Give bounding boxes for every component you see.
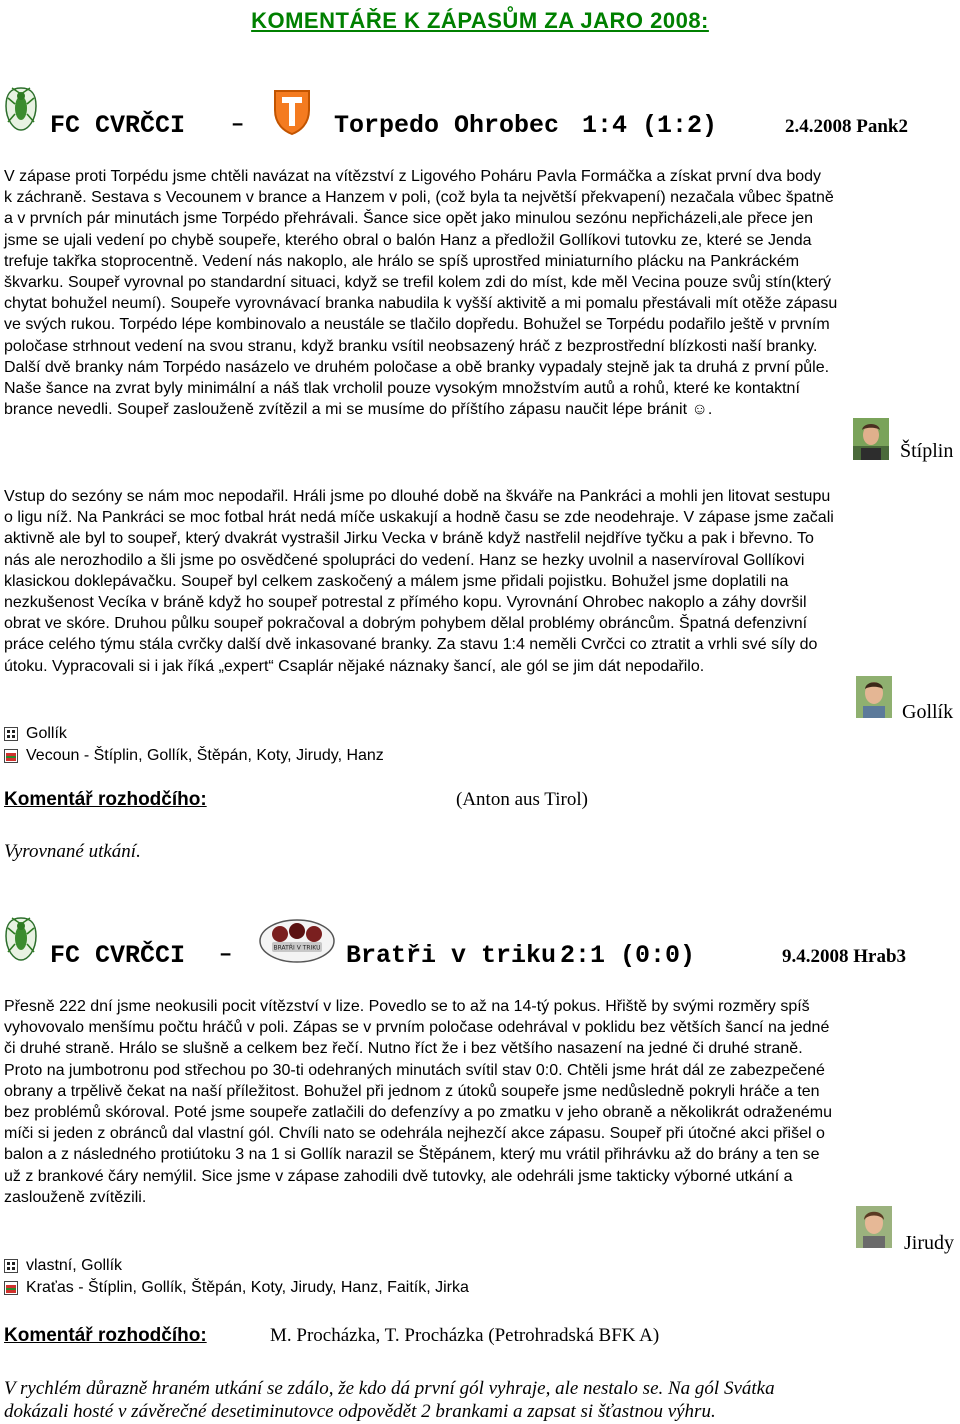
cricket-logo-icon: [4, 86, 38, 132]
report-line: a v prvních pár minutách jsme Torpédo přehrávali. Šance sice opět jako minulou sezónu nepřicházeli,ale přece jen: [4, 210, 814, 228]
jersey-icon: [4, 749, 18, 763]
report-line: vyhovovalo menšímu počtu hráčů v poli. Zápas se v prvním poločase odehrával v poklidu bez větších šancí na jedné: [4, 1019, 830, 1037]
report-line: poločase strhnout vedení na svou stranu, když branku vsítil neobsazený hráč z bezprostřední blízkosti naší branky.: [4, 337, 818, 355]
lineup-text: Vecoun - Štíplin, Gollík, Štěpán, Koty, Jirudy, Hanz: [26, 747, 384, 764]
match2-home-team: FC CVRČCI: [50, 941, 186, 970]
match2-dash: –: [219, 942, 233, 967]
report-line: už z brankové čáry nemýlil. Sice jsme v zápase zahodili dvě tutovky, ale odehráli jsme takticky výborné utkání a: [4, 1167, 793, 1185]
report-line: zaslouženě zvítězili.: [4, 1188, 147, 1206]
report-line: obrat ve skóre. Druhou půlku soupeř pokračoval a dobrým pohybem dělal problémy obráncům. Špatná defenzivní: [4, 615, 808, 633]
report-line: práce celého týmu stála cvrčky další dvě inkasované branky. Za stavu 1:4 neměli Cvrčci co ztratit a vrhli své síly do: [4, 636, 818, 654]
match1-report-author: Štíplin: [900, 440, 954, 462]
match2-referee-comment: [4, 1377, 954, 1423]
torpedo-logo-letter: T: [291, 121, 293, 122]
report-line: či druhé straně. Hrálo se slušně a celkem bez řečí. Nutno říct že i bez většího nasazení na jedné či druhé straně.: [4, 1040, 803, 1058]
ball-icon: [4, 727, 18, 741]
match2-scorers: [4, 1255, 122, 1276]
match1-referee-comment: Vyrovnané utkání.: [4, 841, 141, 862]
report-line: Vstup do sezóny se nám moc nepodařil. Hráli jsme po dlouhé době na škváře na Pankráci a mohli jen litovat sestupu: [4, 488, 831, 505]
report-line: míči si jeden z obránců dal vlastní gól. Chvíli nato se odehrála nejhezčí akce zápasu. Soupeř při útočné akci přišel o: [4, 1125, 825, 1143]
report-line: k záchraně. Sestava s Vecounem v brance a Hanzem v poli, (což byla ta největší překvapení) nezačala vůbec špatně: [4, 189, 834, 207]
report-line: jsme se ujali vedení po chybě soupeře, kterého obral o balón Hanz a předložil Gollíkovi tutovku ze, které se Jenda: [4, 231, 812, 249]
report-line: Naše šance na zvrat byly minimální a náš tlak vrcholil pouze vysokým množstvím autů a rohů, které ke kontaktní: [4, 380, 800, 398]
match2-away-team: Bratři v triku: [346, 941, 557, 970]
lineup-text: Kraťas - Štíplin, Gollík, Štěpán, Koty, Jirudy, Hanz, Faitík, Jirka: [26, 1279, 469, 1296]
match2-referee-label: Komentář rozhodčího:: [4, 1325, 207, 1346]
match1-score: 1:4 (1:2): [582, 111, 718, 140]
match1-home-logo: [4, 86, 38, 137]
match1-referee-label: Komentář rozhodčího:: [4, 789, 207, 810]
bratri-logo-text: BRATŘI V TRIKU: [273, 944, 321, 952]
report-line: obrany a trpělivě čekat na naší příležitost. Bohužel při jednom z útoků soupeře jsme nedůsledně pokryli hráče a ten: [4, 1082, 820, 1100]
report-line: V zápase proti Torpédu jsme chtěli navázat na vítězství z Ligového Poháru Pavla Formáčka a získat první dva body: [4, 168, 822, 185]
cricket-logo-icon: [4, 916, 38, 962]
jersey-icon: [4, 1281, 18, 1295]
match1-dash: –: [231, 112, 245, 137]
report-line: brance nevedli. Soupeř zaslouženě zvítězil a mi se musíme do příštího zápasu naučit lépe bránit ☺.: [4, 401, 713, 419]
torpedo-logo-icon: [272, 88, 312, 136]
referee-comment-line: dokázali hosté v závěrečné desetiminutovce odpovědět 2 brankami a zapsat si šťastnou výhru.: [4, 1401, 716, 1422]
match1-home-team: FC CVRČCI: [50, 111, 186, 140]
report-line: Další dvě branky nám Torpédo nasázelo ve druhém poločase a obě branky vypadaly stejně jak ta druhá z první půle.: [4, 358, 830, 376]
match2-lineup: [4, 1277, 469, 1298]
match2-date: 9.4.2008 Hrab3: [782, 946, 907, 967]
report-line: bez problémů skóroval. Poté jsme soupeře zatlačili do defenzívy a po zmatku v jeho obraně a několikrát odraženému: [4, 1104, 833, 1122]
report-line: útoku. Vypracovali si i jak říká „expert“ Csaplár nějaké náznaky šancí, ale gól se jim dát nepodařilo.: [4, 657, 705, 675]
match1-report: [4, 166, 956, 420]
match1-scorers: [4, 723, 67, 744]
player-photo-icon: [856, 676, 892, 718]
match2-report: [4, 996, 956, 1208]
report-line: balon a z následného protiútoku 3 na 1 si Gollík narazil se Štěpánem, který mu vrátil přihrávku až do brány a ten se: [4, 1146, 820, 1164]
report-line: Proto na jumbotronu pod střechou po 30-ti odehraných minutách svítil stav 0:0. Chtěli jsme hrát dál ze zabezpečené: [4, 1061, 825, 1079]
scorers-text: Gollík: [26, 725, 67, 742]
match2-away-logo: [258, 918, 336, 969]
match1-date: 2.4.2008 Pank2: [785, 116, 908, 137]
report-line: klasickou doklepávačku. Soupeř byl celkem zaskočený a málem jsme přidali pojistku. Bohužel jsme doplatili na: [4, 572, 789, 590]
report-line: nás ale nerozhodilo a šli jsme po osvědčené spolupráci do vedení. Hanz se hezky uvolnil a naservíroval Gollíkovi: [4, 551, 805, 569]
match2-home-logo: [4, 916, 38, 967]
match2-score: 2:1 (0:0): [560, 941, 696, 970]
page-title: KOMENTÁŘE K ZÁPASŮM ZA JARO 2008:: [251, 8, 709, 33]
match1-away-team: Torpedo Ohrobec: [334, 111, 560, 140]
referee-comment-line: V rychlém důrazně hraném utkání se zdálo, že kdo dá první gól vyhraje, ale nestalo se. Na gól Svátka: [4, 1378, 775, 1399]
match1-report2: [4, 486, 956, 677]
player-photo-icon: [856, 1206, 892, 1248]
match2-report-author: Jirudy: [904, 1232, 954, 1254]
report-line: Přesně 222 dní jsme neokusili pocit vítězství v lize. Povedlo se to až na 14-tý pokus. Hřiště by svými rozměry spíš: [4, 998, 810, 1015]
match1-away-logo: [272, 88, 312, 141]
report-line: aktivně ale byl to soupeř, který dvakrát vystrašil Jirku Vecka v bráně když nastřelil nejdříve tyčku a pak i břevno. To: [4, 530, 814, 548]
match2-referee-name: M. Procházka, T. Procházka (Petrohradská BFK A): [270, 1325, 660, 1346]
match1-referee-name: (Anton aus Tirol): [456, 789, 588, 810]
bratri-logo-icon: [258, 918, 336, 964]
scorers-text: vlastní, Gollík: [26, 1257, 123, 1274]
report-line: o ligu níž. Na Pankráci se moc fotbal hrát nedá míče uskakují a hodně času se zde neodehraje. V zápase jsme začali: [4, 509, 834, 527]
author-photo: [856, 676, 892, 723]
player-photo-icon: [853, 418, 889, 460]
report-line: chytat bohužel neumí). Soupeře vyrovnávací branka nabudila k vyšší aktivitě a mi pomalu přestávali mít otěže zápasu: [4, 295, 838, 313]
report-line: nezkušenost Vecíka v bráně když ho soupeř potrestal z přímého kopu. Vyrovnání Ohrobec nakoplo a záhy dovršil: [4, 594, 807, 612]
report-line: trefuje takřka stoprocentně. Vedení nás nakoplo, ale hrálo se spíš uprostřed miniaturního plácku na Pankráckém: [4, 252, 800, 270]
report-line: škvarku. Soupeř vyrovnal po standardní situaci, když se trefil kolem zdi do míst, kde měl Vecina pouze svůj stín(který: [4, 274, 832, 292]
ball-icon: [4, 1259, 18, 1273]
match1-report2-author: Gollík: [902, 701, 954, 723]
report-line: ve svých rukou. Torpédo lépe kombinovalo a neustále se tlačilo dopředu. Bohužel se Torpédu podařilo ještě v prvním: [4, 316, 830, 334]
author-photo: [853, 418, 889, 465]
author-photo: [856, 1206, 892, 1253]
match1-lineup: [4, 745, 384, 766]
